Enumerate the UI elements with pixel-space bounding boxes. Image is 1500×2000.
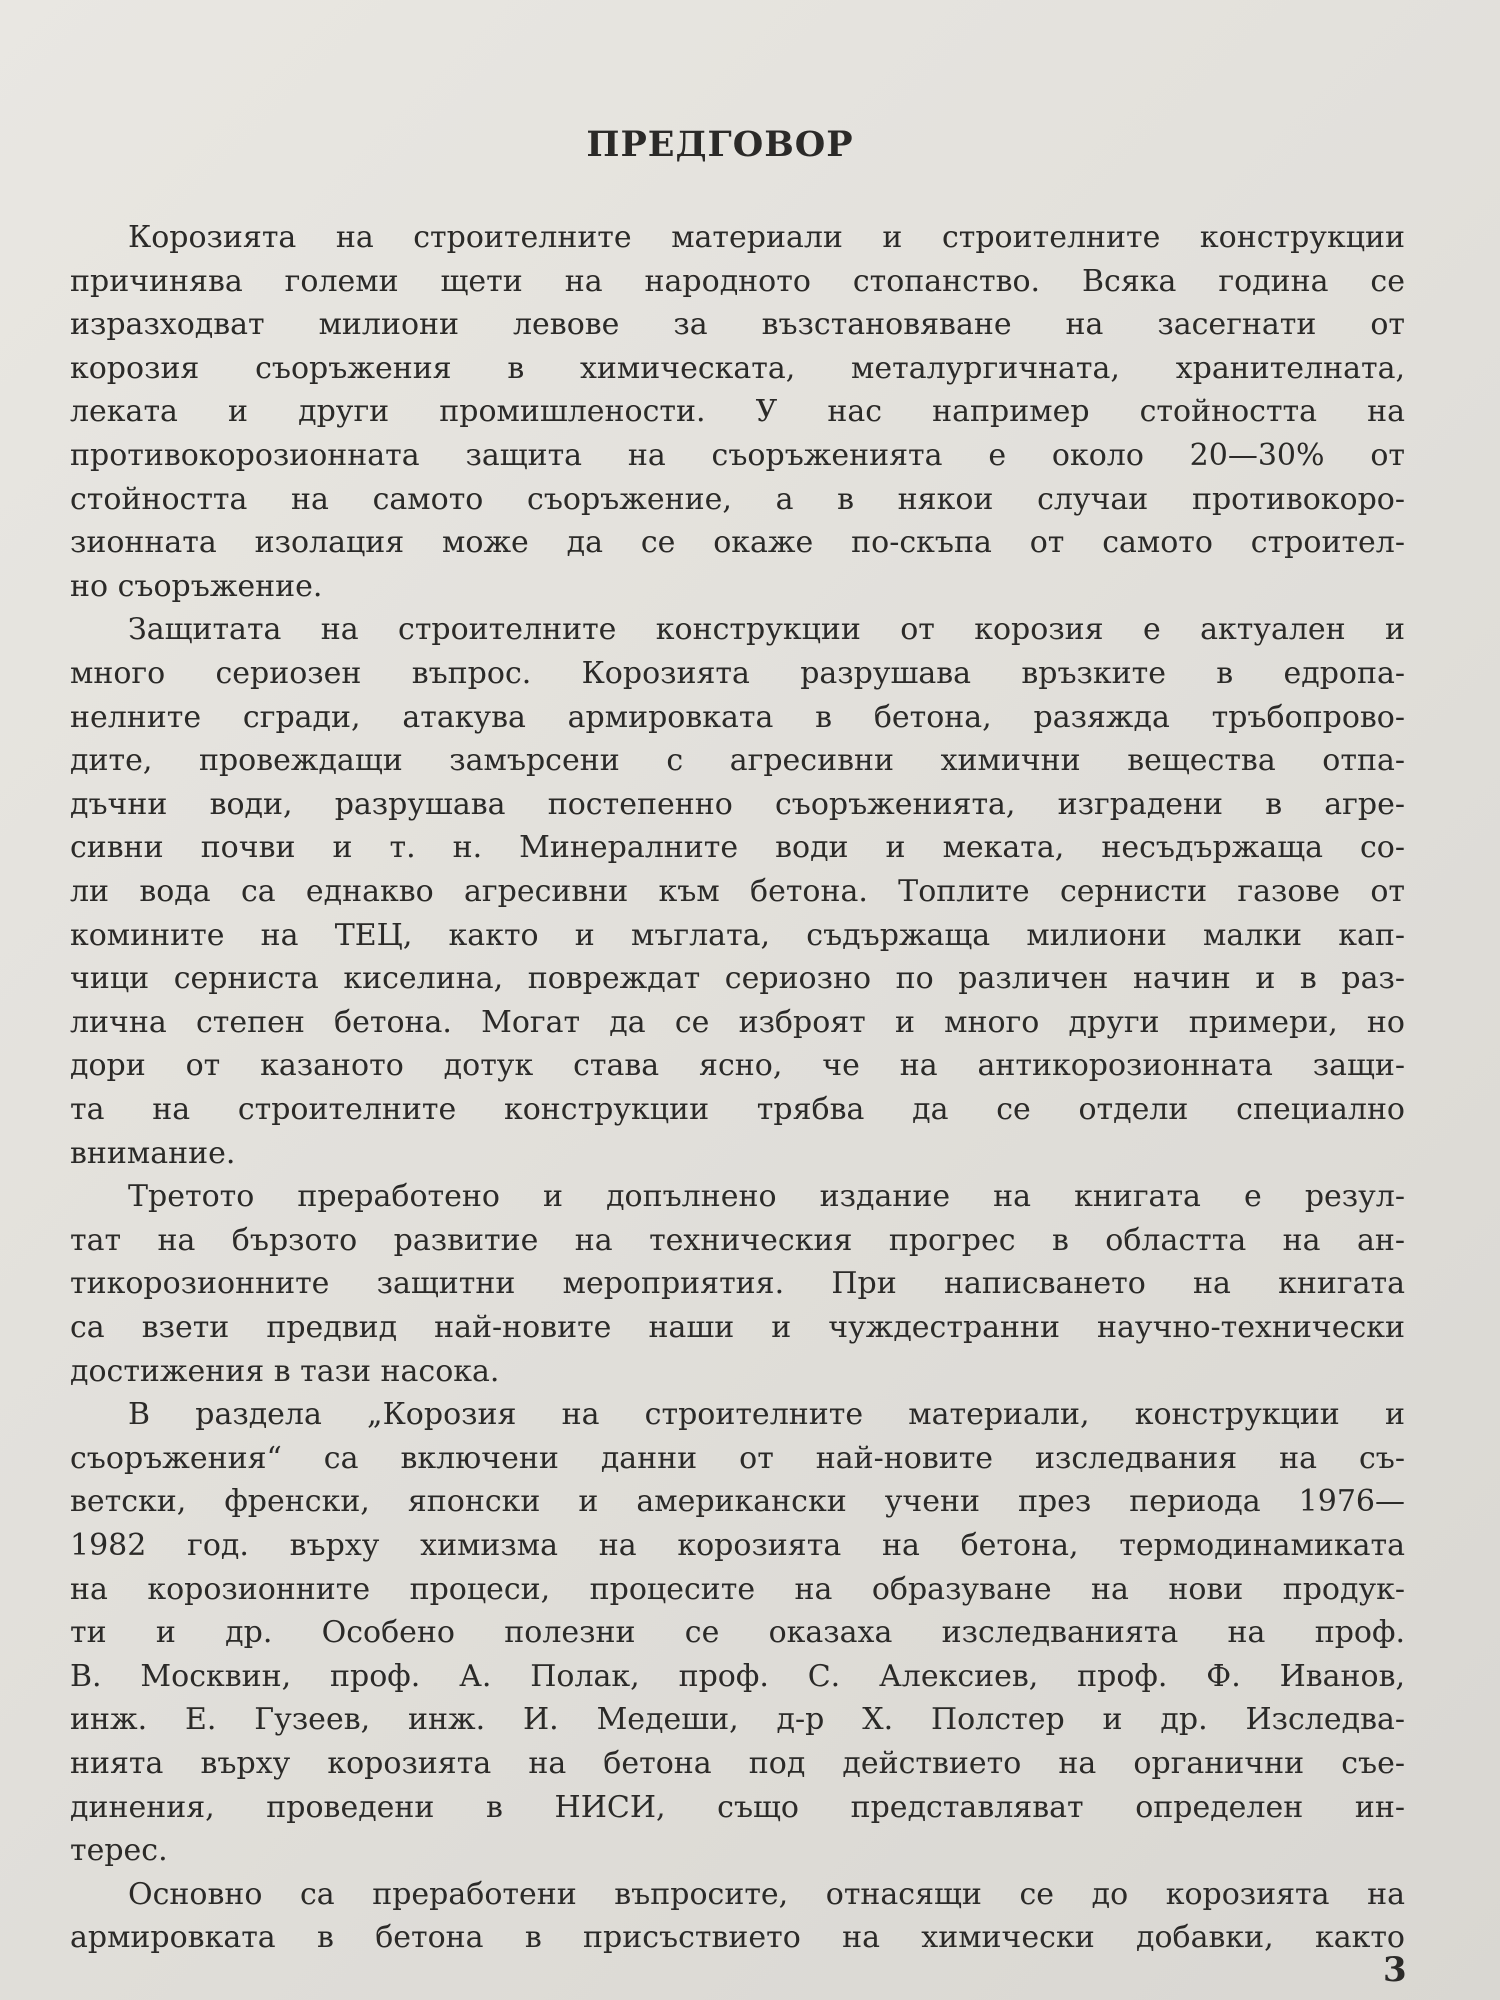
text-line: ли вода са еднакво агресивни към бетона. Топлите сернисти газове от — [70, 874, 1405, 909]
text-line: нията върху корозията на бетона под действието на органични съе- — [70, 1746, 1405, 1781]
text-line: ветски, френски, японски и американски учени през периода 1976— — [70, 1484, 1405, 1520]
page-number: 3 — [1383, 1950, 1407, 1990]
text-line: изразходват милиони левове за възстановяване на засегнати от — [70, 307, 1405, 343]
text-line: но съоръжение. — [70, 568, 323, 604]
text-line: съоръжения“ са включени данни от най-новите изследвания на съ- — [70, 1440, 1405, 1476]
text-line: дите, провеждащи замърсени с агресивни химични вещества отпа- — [70, 743, 1405, 779]
text-line: дъчни води, разрушава постепенно съоръженията, изградени в агре- — [70, 786, 1405, 822]
text-line: тат на бързото развитие на техническия прогрес в областта на ан- — [70, 1222, 1405, 1258]
text-line: чици серниста киселина, повреждат сериозно по различен начин и в раз- — [70, 961, 1405, 997]
text-line: Основно са преработени въпросите, отнасящи се до корозията на — [128, 1876, 1405, 1912]
text-line: лична степен бетона. Могат да се изброят и много други примери, но — [70, 1004, 1405, 1040]
text-line: В раздела „Корозия на строителните материали, конструкции и — [128, 1397, 1405, 1433]
text-line: динения, проведени в НИСИ, също представляват определен ин- — [70, 1789, 1405, 1825]
text-line: терес. — [70, 1833, 168, 1869]
text-line: дори от казаното дотук става ясно, че на антикорозионната защи- — [70, 1048, 1405, 1084]
text-line: та на строителните конструкции трябва да се отдели специално — [70, 1092, 1405, 1127]
text-line: армировката в бетона в присъствието на химически добавки, както — [70, 1920, 1405, 1956]
text-line: сивни почви и т. н. Минералните води и меката, несъдържаща со- — [70, 830, 1405, 866]
text-line: достижения в тази насока. — [70, 1353, 500, 1389]
text-line: ти и др. Особено полезни се оказаха изследванията на проф. — [70, 1615, 1405, 1651]
text-line: стойността на самото съоръжение, а в някои случаи противокоро- — [70, 481, 1405, 517]
text-line: В. Москвин, проф. А. Полак, проф. С. Алексиев, проф. Ф. Иванов, — [70, 1658, 1405, 1694]
text-line: корозия съоръжения в химическата, металургичната, хранителната, — [70, 350, 1405, 386]
page-title: ПРЕДГОВОР — [586, 124, 854, 165]
text-line: причинява големи щети на народното стопанство. Всяка година се — [70, 263, 1405, 299]
text-line: внимание. — [70, 1135, 236, 1171]
text-line: нелните сгради, атакува армировката в бетона, разяжда тръбопрово- — [70, 699, 1405, 735]
text-line: на корозионните процеси, процесите на образуване на нови продук- — [70, 1571, 1405, 1607]
text-line: са взети предвид най-новите наши и чуждестранни научно-технически — [70, 1310, 1405, 1345]
text-line: комините на ТЕЦ, както и мъглата, съдържаща милиони малки кап- — [70, 917, 1405, 953]
text-line: Третото преработено и допълнено издание на книгата е резул- — [128, 1179, 1405, 1215]
text-line: леката и други промишлености. У нас например стойността на — [70, 394, 1405, 430]
text-line: Защитата на строителните конструкции от корозия е актуален и — [128, 612, 1405, 648]
text-line: противокорозионната защита на съоръженията е около 20—30% от — [70, 438, 1405, 473]
text-line: зионната изолация може да се окаже по-скъпа от самото строител- — [70, 525, 1405, 561]
text-line: много сериозен въпрос. Корозията разрушава връзките в едропа- — [70, 656, 1405, 691]
text-line: Корозията на строителните материали и строителните конструкции — [128, 220, 1405, 255]
text-line: тикорозионните защитни мероприятия. При написването на книгата — [70, 1266, 1405, 1302]
text-line: инж. Е. Гузеев, инж. И. Медеши, д-р Х. Полстер и др. Изследва- — [70, 1702, 1405, 1738]
text-line: 1982 год. върху химизма на корозията на бетона, термодинамиката — [70, 1528, 1405, 1563]
